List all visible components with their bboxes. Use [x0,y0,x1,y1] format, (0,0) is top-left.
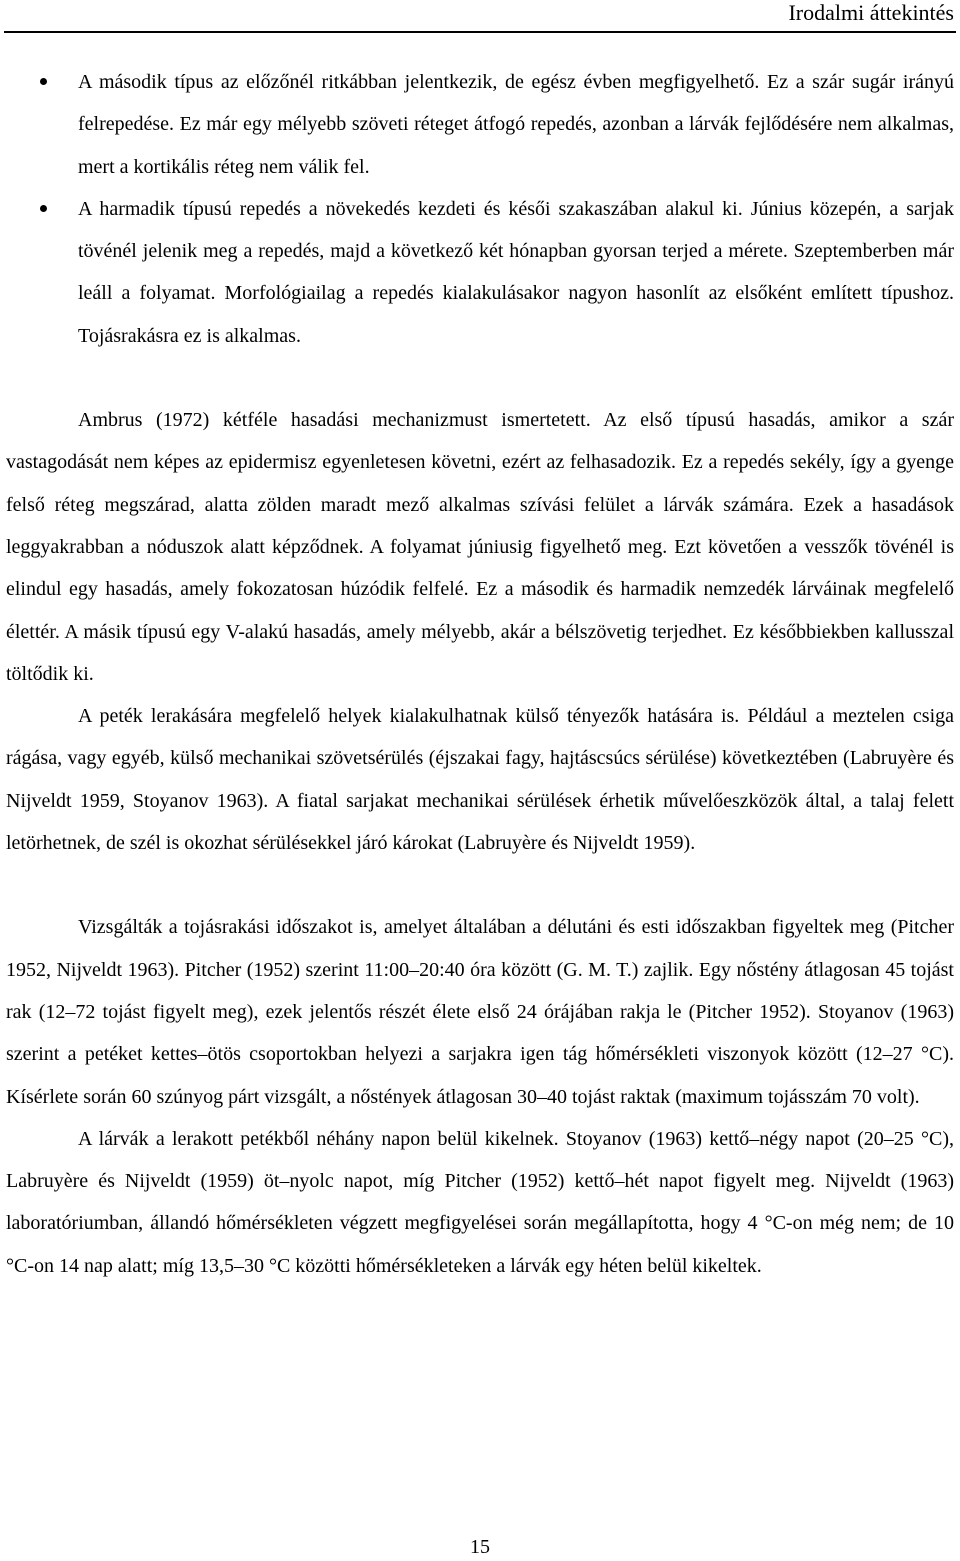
paragraph-larvae-hatching: A lárvák a lerakott petékből néhány napon belül kikelnek. Stoyanov (1963) kettő–négy napot (20–25 °C), Labruyère és Nijveldt (1959) öt–nyolc napot, míg Pitcher (1952) kettő–hét napot figyelt meg. Nijveldt (1963) laboratóriumban, állandó hőmérsékleten végzett megfigyelései során megállapította, hogy 4 °C-on még nem; de 10 °C-on 14 nap alatt; míg 13,5–30 °C közötti hőmérsékleteken a lárvák egy héten belül kikeltek. [6,1127,954,1277]
bullet-text: A második típus az előzőnél ritkábban jelentkezik, de egész évben megfigyelhető. Ez a szár sugár irányú felrepedése. Ez már egy mélyebb szöveti réteget átfogó repedés, azonban a lárvák fejlődésére nem alkalmas, mert a kortikális réteg nem válik fel. [78,71,954,178]
page-body [6,61,954,1287]
running-header-title: Irodalmi áttekintés [788,0,954,25]
paragraph-ambrus: Ambrus (1972) kétféle hasadási mechanizmust ismertetett. Az első típusú hasadás, amikor a szár vastagodását nem képes az epidermisz egyenletesen követni, ezért az felhasadozik. Ez a repedés sekély, így a gyenge felső réteg megszárad, alatta zölden maradt mező alkalmas szívási felület a lárvák számára. Ezek a hasadások leggyakrabban a nóduszok alatt képződnek. A folyamat júniusig figyelhető meg. Ezt követően a vesszők tövénél is elindul egy hasadás, amely fokozatosan húzódik felfelé. Ez a második és harmadik nemzedék lárváinak megfelelő élettér. A másik típusú egy V-alakú hasadás, amely mélyebb, akár a bélszövetig terjedhet. Ez későbbiekben kallusszal töltődik ki. [6,409,954,685]
bullet-list [6,61,954,357]
bullet-item [6,188,954,357]
paragraph-egg-sites: A peték lerakására megfelelő helyek kialakulhatnak külső tényezők hatására is. Például a meztelen csiga rágása, vagy egyéb, külső mechanikai szövetsérülés (éjszakai fagy, hajtáscsúcs sérülése) következtében (Labruyère és Nijveldt 1959, Stoyanov 1963). A fiatal sarjakat mechanikai sérülések érhetik művelőeszközök által, a talaj felett letörhetnek, de szél is okozhat sérülésekkel járó károkat (Labruyère és Nijveldt 1959). [6,705,954,855]
paragraph-oviposition: Vizsgálták a tojásrakási időszakot is, amelyet általában a délutáni és esti időszakban figyeltek meg (Pitcher 1952, Nijveldt 1963). Pitcher (1952) szerint 11:00–20:40 óra között (G. M. T.) zajlik. Egy nőstény átlagosan 45 tojást rak (12–72 tojást figyelt meg), ezek jelentős részét élete első 24 órájában rakja le (Pitcher 1952). Stoyanov (1963) szerint a petéket kettes–ötös csoportokban helyezi a sarjakra igen tág hőmérsékleti viszonyok között (12–27 °C). Kísérlete során 60 szúnyog párt vizsgált, a nőstények átlagosan 30–40 tojást raktak (maximum tojásszám 70 volt). [6,916,954,1108]
header-rule [4,31,956,33]
bullet-text: A harmadik típusú repedés a növekedés kezdeti és késői szakaszában alakul ki. Június közepén, a sarjak tövénél jelenik meg a repedés, majd a következő két hónapban gyorsan terjed a mérete. Szeptemberben már leáll a folyamat. Morfológiailag a repedés kialakulásakor nagyon hasonlít az elsőként említett típushoz. Tojásrakásra ez is alkalmas. [78,197,954,347]
bullet-icon [40,78,47,85]
bullet-icon [40,205,47,212]
page-number: 15 [470,1536,490,1558]
bullet-item [6,61,954,188]
